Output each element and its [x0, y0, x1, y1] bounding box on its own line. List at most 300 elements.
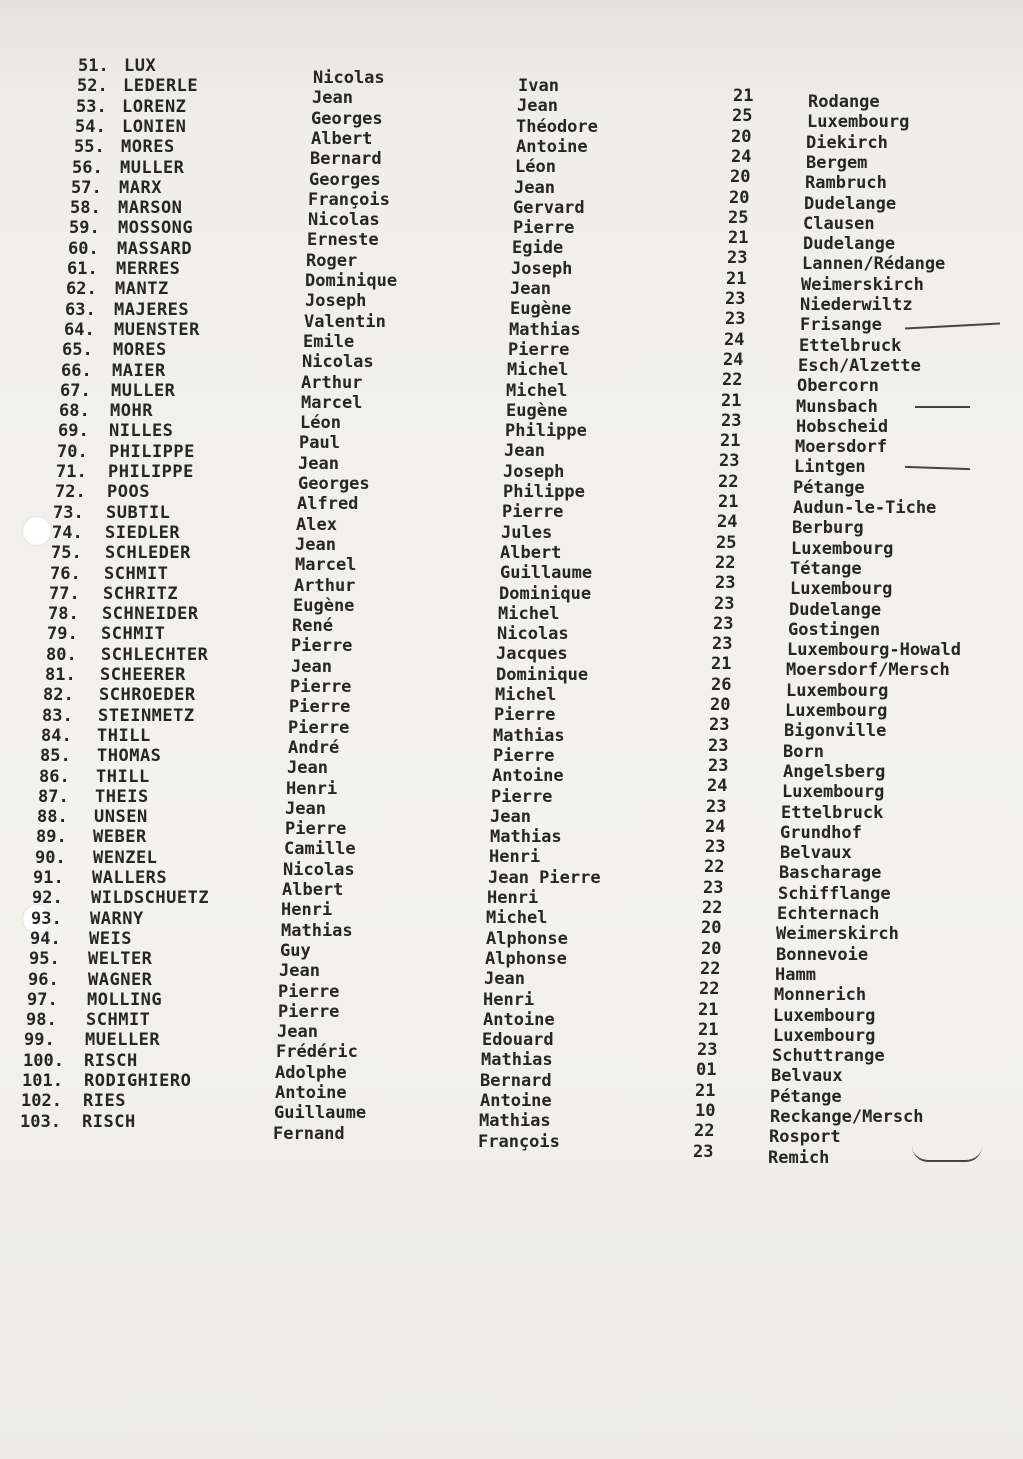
record-first1: Jean	[312, 88, 353, 109]
record-age: 20	[729, 187, 750, 208]
record-first1: Jean	[277, 1022, 318, 1043]
record-surname: WALLERS	[92, 868, 168, 888]
record-first2: Mathias	[493, 725, 565, 746]
record-age: 21	[698, 999, 719, 1020]
record-first1: Antoine	[275, 1083, 347, 1103]
record-first1: Paul	[299, 433, 340, 454]
record-num: 59.	[69, 218, 100, 239]
record-first1: Pierre	[278, 981, 340, 1002]
record-place: Dudelange	[789, 599, 882, 620]
record-first2: Jean	[504, 441, 545, 462]
record-num: 54.	[75, 116, 106, 137]
record-first1: Mathias	[281, 920, 353, 941]
record-age: 21	[726, 268, 747, 289]
record-first2: Dominique	[496, 664, 589, 685]
record-num: 99.	[24, 1030, 55, 1051]
record-place: Audun-le-Tiche	[793, 498, 937, 518]
record-first2: Henri	[483, 989, 535, 1010]
record-surname: MAJERES	[114, 299, 190, 320]
record-first2: Philippe	[505, 421, 587, 442]
record-num: 56.	[72, 157, 103, 178]
record-age: 21	[698, 1019, 719, 1040]
record-age: 23	[712, 634, 733, 655]
record-age: 23	[714, 593, 735, 614]
record-first1: Jean	[295, 534, 336, 555]
record-place: Bonnevoie	[776, 944, 869, 965]
record-num: 80.	[46, 644, 77, 665]
record-place: Rosport	[769, 1127, 841, 1148]
record-num: 89.	[36, 827, 67, 848]
record-place: Moersdorf/Mersch	[786, 660, 950, 681]
record-num: 82.	[43, 685, 74, 706]
record-num: 91.	[33, 868, 64, 888]
record-first2: Henri	[489, 847, 541, 868]
record-first2: Antoine	[492, 766, 564, 787]
record-num: 85.	[40, 746, 71, 767]
record-surname: SUBTIL	[106, 502, 171, 523]
record-age: 24	[731, 146, 752, 167]
record-surname: SCHNEIDER	[102, 604, 199, 625]
record-place: Weimerskirch	[801, 274, 924, 295]
record-place: Luxembourg	[782, 782, 885, 803]
record-age: 26	[711, 674, 732, 695]
record-num: 51.	[78, 56, 109, 76]
record-surname: SCHMIT	[104, 563, 169, 584]
record-place: Tétange	[790, 558, 862, 579]
record-first1: Arthur	[294, 575, 356, 596]
record-first1: Adolphe	[275, 1062, 347, 1083]
record-age: 23	[719, 451, 740, 472]
record-num: 61.	[67, 259, 98, 279]
record-first2: Henri	[487, 888, 539, 908]
record-place: Echternach	[777, 904, 880, 924]
record-place: Pétange	[770, 1086, 842, 1107]
record-first2: Jacques	[496, 644, 568, 665]
record-surname: SCHLEDER	[105, 543, 191, 564]
record-num: 57.	[71, 177, 102, 198]
record-first1: Pierre	[290, 677, 352, 697]
record-first1: Léon	[300, 413, 341, 434]
record-first1: Dominique	[305, 271, 398, 291]
record-surname: MOLLING	[87, 989, 163, 1010]
record-age: 23	[697, 1040, 718, 1061]
record-first1: Albert	[282, 880, 344, 900]
record-first1: Guy	[280, 940, 311, 961]
record-first2: Jean	[514, 177, 555, 198]
record-place: Luxembourg	[773, 1005, 876, 1026]
record-place: Belvaux	[780, 843, 852, 864]
record-num: 86.	[39, 766, 70, 787]
record-place: Bascharage	[779, 863, 882, 884]
record-first2: Pierre	[494, 705, 556, 726]
record-place: Esch/Alzette	[798, 355, 921, 376]
record-surname: SCHEERER	[100, 665, 186, 685]
record-first2: Alphonse	[486, 928, 568, 949]
record-first1: Jean	[287, 758, 328, 779]
record-surname: WEIS	[89, 928, 132, 949]
record-surname: SCHROEDER	[99, 685, 196, 706]
record-place: Luxembourg-Howald	[787, 640, 961, 661]
record-age: 23	[703, 877, 724, 898]
record-first2: Albert	[500, 542, 562, 563]
record-surname: SCHRITZ	[103, 583, 179, 604]
record-first2: François	[478, 1131, 560, 1152]
record-age: 22	[722, 370, 743, 391]
record-surname: MOHR	[110, 401, 153, 422]
record-place: Luxembourg	[791, 538, 894, 559]
record-surname: MUENSTER	[114, 319, 200, 340]
record-surname: THEIS	[95, 786, 149, 807]
record-place: Ettelbruck	[799, 335, 902, 356]
record-age: 23	[706, 796, 727, 817]
record-age: 23	[721, 410, 742, 431]
record-num: 65.	[62, 340, 93, 361]
record-surname: MANTZ	[115, 279, 169, 300]
record-surname: UNSEN	[94, 807, 148, 828]
record-place: Monnerich	[774, 985, 867, 1006]
record-first2: Edouard	[482, 1030, 554, 1051]
record-age: 25	[728, 207, 749, 228]
record-age: 23	[715, 573, 736, 594]
record-first2: Jean	[510, 279, 551, 299]
record-first1: Joseph	[305, 291, 367, 312]
record-surname: MOSSONG	[118, 218, 194, 239]
record-first1: Nicolas	[283, 859, 355, 880]
record-age: 22	[704, 857, 725, 878]
record-first1: Fernand	[273, 1123, 345, 1144]
record-age: 23	[705, 837, 726, 858]
record-age: 10	[695, 1101, 716, 1121]
record-first2: Jules	[501, 522, 553, 543]
record-age: 24	[723, 349, 744, 370]
record-place: Rambruch	[805, 173, 887, 194]
record-first2: Michel	[507, 360, 569, 381]
record-surname: THOMAS	[97, 746, 162, 767]
record-first2: Pierre	[491, 786, 553, 807]
record-num: 77.	[49, 583, 80, 604]
record-place: Rodange	[808, 92, 880, 112]
record-num: 67.	[60, 380, 91, 401]
record-num: 70.	[57, 441, 88, 462]
record-num: 75.	[51, 543, 82, 564]
record-place: Pétange	[793, 477, 865, 498]
record-age: 24	[717, 512, 738, 533]
record-age: 24	[707, 776, 728, 797]
record-age: 24	[705, 816, 726, 837]
record-first2: Joseph	[511, 258, 573, 279]
record-num: 74.	[52, 522, 83, 543]
record-place: Luxembourg	[773, 1025, 876, 1046]
record-first1: Jean	[298, 453, 339, 474]
record-surname: RODIGHIERO	[84, 1071, 192, 1091]
record-num: 98.	[26, 1010, 57, 1031]
record-first2: Mathias	[479, 1111, 551, 1132]
record-first2: Alphonse	[485, 948, 567, 969]
record-place: Luxembourg	[785, 701, 888, 721]
record-first1: René	[292, 616, 333, 637]
record-first2: Jean	[484, 969, 525, 990]
record-first1: Guillaume	[274, 1103, 367, 1124]
record-place: Weimerskirch	[776, 924, 899, 945]
record-age: 23	[725, 309, 746, 330]
record-surname: MORES	[113, 340, 167, 361]
record-first1: Albert	[311, 128, 373, 149]
record-first1: Pierre	[285, 819, 347, 840]
record-place: Lintgen	[794, 457, 866, 478]
record-surname: WILDSCHUETZ	[91, 888, 210, 909]
record-surname: RIES	[83, 1091, 126, 1112]
record-surname: WARNY	[90, 908, 144, 929]
record-place: Berburg	[792, 518, 864, 539]
record-num: 100.	[23, 1050, 64, 1071]
record-age: 23	[713, 613, 734, 634]
record-first2: Bernard	[480, 1070, 552, 1091]
record-age: 23	[708, 735, 729, 756]
record-first2: Gervard	[513, 197, 585, 218]
record-first2: Ivan	[518, 76, 559, 96]
record-surname: NILLES	[109, 421, 174, 442]
record-surname: LUX	[124, 56, 157, 76]
record-num: 66.	[61, 360, 92, 381]
record-first1: Henri	[281, 900, 333, 921]
record-first1: Alex	[296, 514, 337, 535]
record-surname: MULLER	[120, 157, 185, 178]
record-age: 21	[718, 492, 739, 512]
record-first2: Jean	[517, 96, 558, 117]
record-num: 96.	[28, 969, 59, 990]
record-first2: Eugène	[506, 400, 568, 421]
record-first1: Jean	[291, 656, 332, 677]
pen-mark	[912, 1146, 982, 1162]
record-first1: Pierre	[291, 636, 353, 657]
record-surname: MORES	[121, 137, 175, 158]
record-first1: Jean	[279, 961, 320, 982]
record-first2: Michel	[486, 908, 548, 929]
record-num: 76.	[50, 563, 81, 584]
record-age: 22	[715, 552, 736, 573]
record-num: 94.	[30, 928, 61, 949]
record-first2: Mathias	[509, 319, 581, 340]
record-num: 87.	[38, 786, 69, 807]
record-age: 22	[700, 958, 721, 979]
record-surname: THILL	[97, 725, 151, 746]
record-first1: Bernard	[310, 149, 382, 170]
record-age: 23	[725, 289, 746, 309]
record-first1: Erneste	[307, 230, 379, 251]
record-first2: Pierre	[493, 745, 555, 766]
record-first2: Pierre	[513, 218, 575, 239]
record-surname: SCHMIT	[101, 624, 166, 645]
record-age: 22	[702, 898, 723, 918]
record-num: 79.	[47, 624, 78, 645]
record-age: 25	[732, 106, 753, 127]
record-num: 73.	[53, 502, 84, 523]
record-age: 20	[710, 695, 731, 715]
record-age: 21	[720, 431, 741, 452]
record-place: Munsbach	[796, 396, 878, 417]
record-place: Belvaux	[771, 1066, 843, 1087]
record-place: Obercorn	[797, 376, 879, 397]
record-first1: Nicolas	[313, 68, 385, 88]
record-place: Bigonville	[784, 721, 887, 742]
record-surname: RISCH	[82, 1111, 136, 1132]
record-num: 52.	[77, 76, 108, 97]
record-num: 60.	[68, 238, 99, 259]
record-num: 101.	[22, 1071, 63, 1091]
record-first1: Alfred	[297, 494, 359, 515]
record-place: Angelsberg	[783, 761, 886, 782]
record-place: Luxembourg	[807, 112, 910, 133]
record-first2: Théodore	[516, 116, 598, 137]
record-first2: Dominique	[499, 583, 592, 604]
record-place: Bergem	[806, 152, 868, 173]
record-first2: Jean Pierre	[488, 867, 601, 888]
record-first2: Antoine	[516, 136, 588, 157]
record-first2: Eugène	[510, 299, 572, 320]
record-num: 93.	[31, 908, 62, 929]
record-num: 78.	[48, 604, 79, 625]
record-surname: PHILIPPE	[109, 441, 195, 462]
record-place: Lannen/Rédange	[802, 254, 946, 275]
record-first1: Jean	[285, 798, 326, 819]
record-first2: Pierre	[508, 339, 570, 360]
record-num: 63.	[65, 299, 96, 320]
record-place: Diekirch	[806, 132, 888, 153]
record-first1: Nicolas	[302, 352, 374, 373]
record-place: Schifflange	[778, 883, 891, 904]
record-num: 69.	[58, 421, 89, 442]
record-first2: Joseph	[503, 461, 565, 482]
record-first1: François	[308, 189, 390, 210]
record-first2: Nicolas	[497, 624, 569, 645]
record-age: 20	[701, 918, 722, 939]
record-place: Dudelange	[803, 234, 896, 255]
record-surname: LORENZ	[122, 96, 187, 117]
record-first2: Guillaume	[500, 563, 593, 584]
record-surname: THILL	[96, 766, 150, 787]
record-age: 24	[724, 329, 745, 350]
record-first1: Valentin	[304, 311, 386, 332]
record-first2: Antoine	[483, 1009, 555, 1030]
record-place: Born	[783, 741, 824, 762]
record-first1: Pierre	[278, 1001, 340, 1022]
record-first1: Camille	[284, 839, 356, 860]
record-num: 55.	[74, 137, 105, 158]
record-first1: Emile	[303, 331, 355, 352]
record-place: Hobscheid	[796, 416, 889, 437]
record-first1: Arthur	[301, 372, 363, 393]
record-num: 71.	[56, 462, 87, 482]
record-place: Frisange	[800, 315, 882, 336]
record-place: Clausen	[803, 213, 875, 234]
record-num: 88.	[37, 807, 68, 828]
record-surname: SIEDLER	[105, 522, 181, 543]
record-age: 21	[733, 86, 754, 106]
record-surname: SCHLECHTER	[101, 644, 209, 665]
record-age: 23	[727, 248, 748, 269]
record-age: 01	[696, 1060, 717, 1081]
record-age: 20	[730, 167, 751, 188]
record-first2: Michel	[495, 685, 557, 705]
record-age: 22	[699, 979, 720, 1000]
record-place: Hamm	[775, 964, 816, 985]
record-first1: Roger	[306, 250, 358, 271]
record-surname: WAGNER	[88, 969, 153, 990]
record-surname: MARX	[119, 177, 162, 198]
record-surname: MARSON	[118, 198, 183, 219]
record-age: 22	[718, 471, 739, 492]
record-first1: Marcel	[295, 555, 357, 576]
record-first1: Frédéric	[276, 1042, 358, 1063]
record-first2: Egide	[512, 238, 564, 259]
record-age: 23	[709, 715, 730, 736]
record-age: 25	[716, 532, 737, 553]
record-surname: POOS	[107, 482, 150, 503]
record-surname: PHILIPPE	[108, 462, 194, 482]
record-num: 84.	[41, 725, 72, 746]
record-first1: Nicolas	[308, 210, 380, 231]
record-first2: Jean	[490, 806, 531, 827]
record-place: Dudelange	[804, 193, 897, 214]
record-first1: Pierre	[288, 717, 350, 738]
record-num: 81.	[45, 665, 76, 685]
record-surname: SCHMIT	[86, 1010, 151, 1031]
record-num: 58.	[70, 198, 101, 219]
record-surname: STEINMETZ	[98, 705, 195, 726]
record-num: 92.	[32, 888, 63, 909]
record-age: 23	[693, 1141, 714, 1162]
record-surname: WENZEL	[93, 847, 158, 868]
record-num: 102.	[21, 1091, 62, 1112]
record-first2: Philippe	[503, 482, 585, 502]
record-num: 97.	[27, 989, 58, 1010]
record-num: 103.	[20, 1111, 61, 1132]
record-num: 68.	[59, 401, 90, 422]
record-num: 83.	[42, 705, 73, 726]
record-first1: Marcel	[301, 392, 363, 413]
record-first1: Pierre	[289, 697, 351, 718]
record-first2: Michel	[498, 603, 560, 624]
record-place: Schuttrange	[772, 1046, 885, 1067]
record-num: 53.	[76, 96, 107, 117]
record-first2: Mathias	[490, 827, 562, 848]
record-num: 90.	[35, 847, 66, 868]
record-place: Niederwiltz	[800, 295, 913, 315]
record-place: Moersdorf	[795, 437, 888, 458]
record-age: 21	[728, 228, 749, 249]
record-surname: MAIER	[112, 360, 166, 381]
record-age: 23	[708, 755, 729, 776]
record-surname: MERRES	[116, 259, 181, 279]
record-surname: WELTER	[88, 949, 153, 970]
record-surname: MASSARD	[117, 238, 193, 259]
record-age: 21	[721, 390, 742, 411]
record-num: 64.	[64, 319, 95, 340]
record-first2: Léon	[515, 157, 556, 178]
record-first2: Pierre	[502, 502, 564, 523]
record-first2: Michel	[506, 380, 568, 401]
record-first2: Mathias	[481, 1050, 553, 1071]
record-num: 62.	[66, 279, 97, 300]
record-num: 72.	[55, 482, 86, 503]
record-surname: MUELLER	[85, 1030, 161, 1051]
record-age: 21	[711, 654, 732, 675]
record-surname: RISCH	[84, 1050, 138, 1071]
record-first1: Eugène	[293, 595, 355, 616]
record-age: 22	[694, 1121, 715, 1142]
record-num: 95.	[29, 949, 60, 970]
record-place: Luxembourg	[786, 680, 889, 701]
